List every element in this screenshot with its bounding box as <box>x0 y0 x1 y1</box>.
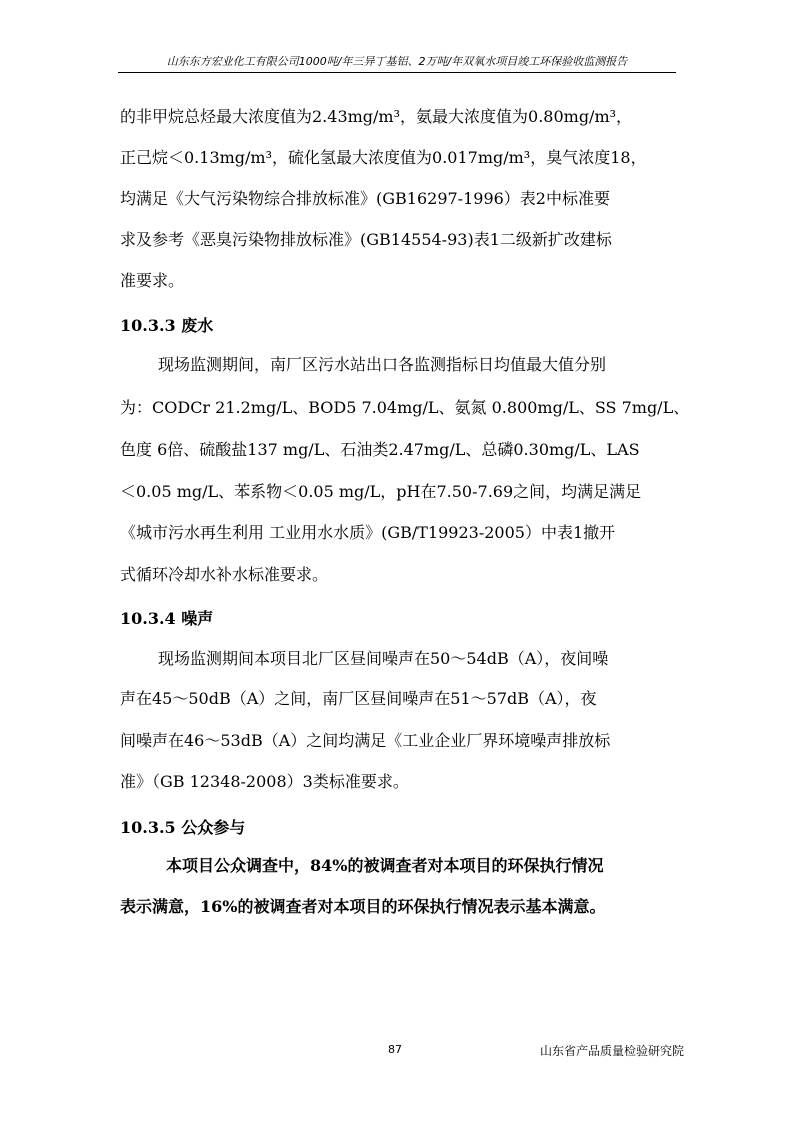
header-rule <box>118 72 676 73</box>
paragraph-line: 为：CODCr 21.2mg/L、BOD5 7.04mg/L、氨氮 0.800mg/L、SS 7mg/L、 <box>120 398 690 417</box>
paragraph-line: 均满足《大气污染物综合排放标准》(GB16297-1996）表2中标准要 <box>120 189 610 208</box>
paragraph-line: 正己烷＜0.13mg/m³，硫化氢最大浓度值为0.017mg/m³，臭气浓度18， <box>120 148 647 167</box>
paragraph-line: 现场监测期间本项目北厂区昼间噪声在50～54dB（A），夜间噪 <box>158 649 609 668</box>
running-header: 山东东方宏业化工有限公司1000吨/年三异丁基铝、2万吨/年双氧水项目竣工环保验收监测报告 <box>166 55 628 68</box>
footer-institute: 山东省产品质量检验研究院 <box>540 1044 685 1058</box>
paragraph-line: 求及参考《恶臭污染物排放标准》(GB14554-93)表1二级新扩改建标 <box>120 230 612 249</box>
section-heading-wastewater: 10.3.3 废水 <box>120 316 214 335</box>
paragraph-line: 准》（GB 12348-2008）3类标准要求。 <box>120 772 409 791</box>
paragraph-line: 色度 6倍、硫酸盐137 mg/L、石油类2.47mg/L、总磷0.30mg/L、LAS <box>120 440 640 459</box>
section-heading-noise: 10.3.4 噪声 <box>120 609 214 628</box>
paragraph-line: 声在45～50dB（A）之间，南厂区昼间噪声在51～57dB（A），夜 <box>120 689 597 708</box>
paragraph-line: ＜0.05 mg/L、苯系物＜0.05 mg/L，pH在7.50-7.69之间，均满足满足 <box>120 482 642 501</box>
page-number: 87 <box>388 1043 402 1056</box>
section-heading-public: 10.3.5 公众参与 <box>120 818 246 837</box>
paragraph-line: 表示满意，16%的被调查者对本项目的环保执行情况表示基本满意。 <box>120 897 606 916</box>
paragraph-line: 本项目公众调查中，84%的被调查者对本项目的环保执行情况 <box>166 856 604 875</box>
paragraph-line: 间噪声在46～53dB（A）之间均满足《工业企业厂界环境噪声排放标 <box>120 731 611 750</box>
paragraph-line: 的非甲烷总烃最大浓度值为2.43mg/m³，氨最大浓度值为0.80mg/m³， <box>120 107 633 126</box>
paragraph-line: 式循环冷却水补水标准要求。 <box>120 565 329 584</box>
paragraph-line: 准要求。 <box>120 271 185 290</box>
paragraph-line: 《城市污水再生利用 工业用水水质》(GB/T19923-2005）中表1撤开 <box>120 523 616 542</box>
paragraph-line: 现场监测期间，南厂区污水站出口各监测指标日均值最大值分别 <box>158 355 607 374</box>
